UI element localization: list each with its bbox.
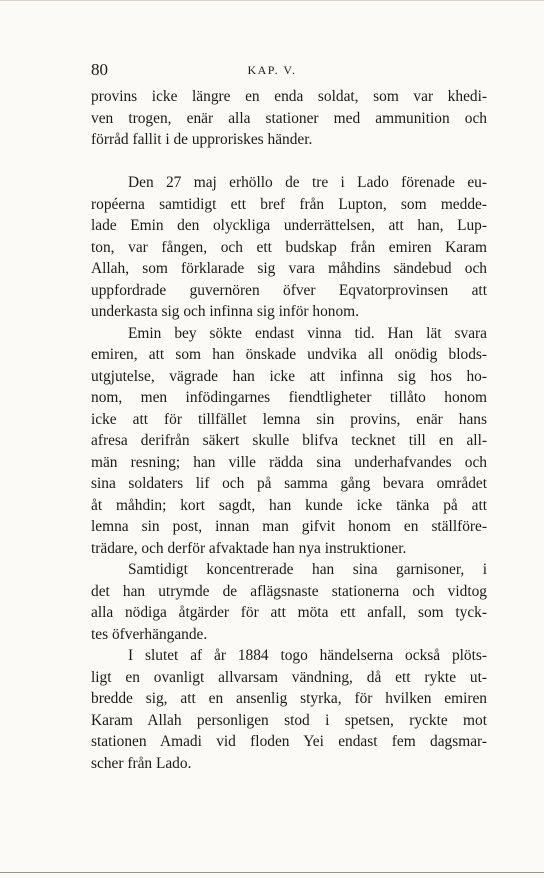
text-line: ton, var fången, och ett budskap från emiren Karam xyxy=(91,238,487,256)
text-line: Emin bey sökte endast vinna tid. Han lät svara xyxy=(128,324,487,342)
running-head: KAP. V. xyxy=(247,63,297,77)
body-text xyxy=(91,86,487,774)
text-line: alla nödiga åtgärder för att möta ett anfall, som tyck- xyxy=(91,604,487,621)
paragraph-3 xyxy=(91,323,487,560)
paragraph-1 xyxy=(91,86,487,151)
text-line: ropéerna samtidigt ett bref från Lupton, som medde- xyxy=(91,195,487,213)
paragraph-5 xyxy=(91,645,487,774)
paragraph-2 xyxy=(91,172,487,323)
text-line: uppfordrade guvernören öfver Eqvatorprovinsen att xyxy=(91,281,487,299)
text-line: afresa derifrån säkert skulle blifva tecknet till en all- xyxy=(91,432,487,449)
text-line: sina soldaters lif och på samma gång bevara området xyxy=(91,475,487,492)
text-line: provins icke längre en enda soldat, som var khedi- xyxy=(91,88,487,105)
text-line: lade Emin den olyckliga underrättelsen, att han, Lup- xyxy=(91,217,487,234)
text-line: åt måhdin; kort sagdt, han kunde icke tänka på att xyxy=(91,496,487,514)
text-line: nom, men infödingarnes fiendtligheter tillåto honom xyxy=(91,389,487,406)
text-line: utgjutelse, vägrade han icke att infinna sig hos ho- xyxy=(91,367,487,385)
text-line: scher från Lado. xyxy=(91,754,192,772)
page-number: 80 xyxy=(91,60,108,79)
text-line: förråd fallit i de upproriskes händer. xyxy=(91,131,313,148)
text-line: bredde sig, att en ansenlig styrka, för hvilken emiren xyxy=(91,690,487,707)
text-line: Samtidigt koncentrerade han sina garnisoner, i xyxy=(128,561,487,578)
paragraph-4 xyxy=(91,559,487,645)
text-line: stationen Amadi vid floden Yei endast fem dagsmar- xyxy=(91,733,487,750)
text-line: I slutet af år 1884 togo händelserna också plöts- xyxy=(128,647,487,664)
text-line: icke att för tillfället lemna sin provins, enär hans xyxy=(91,410,487,428)
text-line: emiren, att som han önskade undvika all onödig blods- xyxy=(91,346,487,363)
paragraph-gap xyxy=(91,151,487,173)
text-line: ligt en ovanligt allvarsam vändning, då ett rykte ut- xyxy=(91,668,487,686)
text-line: män resning; han ville rädda sina underhafvandes och xyxy=(91,453,487,471)
text-line: lemna sin post, innan man gifvit honom en ställföre- xyxy=(91,518,487,535)
text-line: ven trogen, enär alla stationer med ammunition och xyxy=(91,109,487,127)
page-edge-bottom xyxy=(0,872,544,873)
text-line: Allah, som förklarade sig vara måhdins sändebud och xyxy=(91,260,487,277)
text-line: trädare, och derför afvaktade han nya instruktioner. xyxy=(91,539,407,557)
page-edge-top xyxy=(0,0,544,1)
text-line: tes öfverhängande. xyxy=(91,625,208,643)
text-line: Karam Allah personligen stod i spetsen, ryckte mot xyxy=(91,711,487,729)
text-line: Den 27 maj erhöllo de tre i Lado förenade eu- xyxy=(128,174,487,191)
text-line: det han utrymde de aflägsnaste stationerna och vidtog xyxy=(91,582,487,600)
text-line: underkasta sig och infinna sig inför honom. xyxy=(91,303,360,320)
